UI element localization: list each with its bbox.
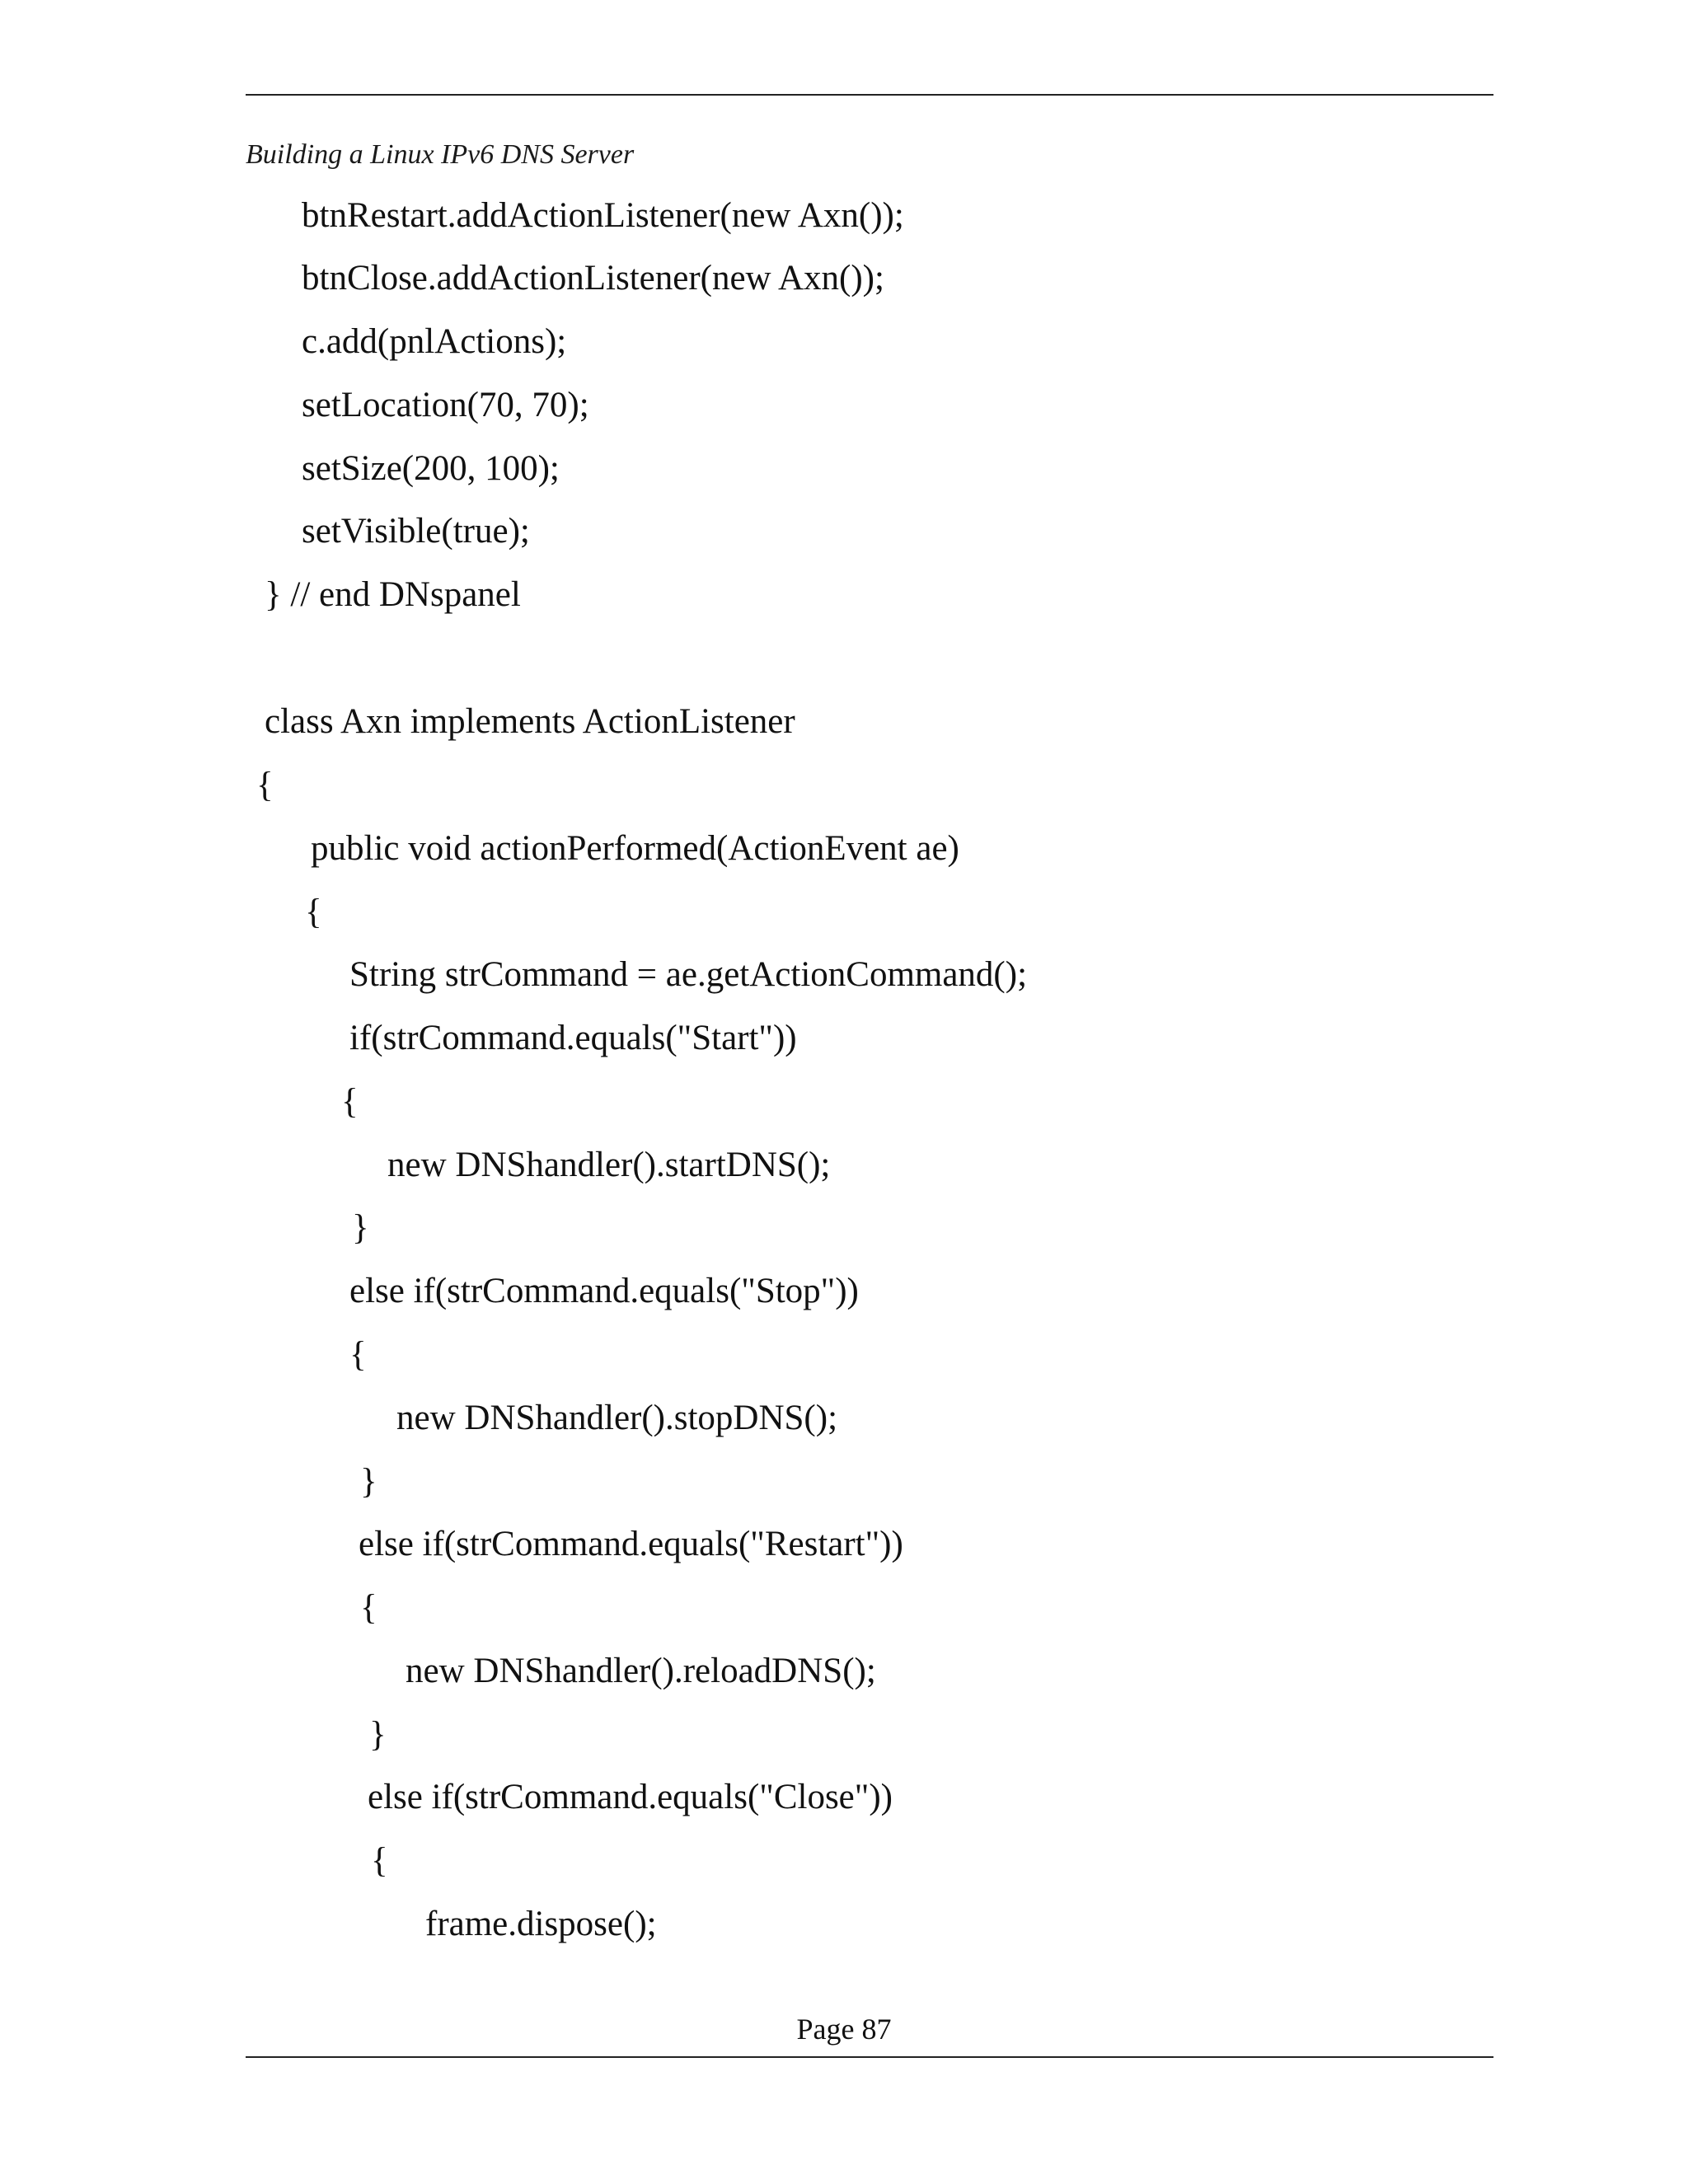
- code-line: btnRestart.addActionListener(new Axn());: [302, 196, 904, 235]
- footer-rule: [246, 2056, 1493, 2058]
- code-line: class Axn implements ActionListener: [265, 702, 795, 741]
- running-header: Building a Linux IPv6 DNS Server: [246, 139, 635, 170]
- code-line: else if(strCommand.equals("Restart")): [359, 1525, 903, 1563]
- code-line: {: [256, 766, 274, 804]
- page-number: Page 87: [796, 2013, 892, 2046]
- code-line: new DNShandler().startDNS();: [387, 1146, 831, 1184]
- code-line: {: [341, 1082, 359, 1121]
- code-line: {: [349, 1335, 367, 1374]
- code-line: {: [371, 1841, 388, 1880]
- code-line: setVisible(true);: [302, 512, 530, 551]
- code-line: new DNShandler().stopDNS();: [396, 1399, 838, 1437]
- code-line: frame.dispose();: [425, 1905, 657, 1943]
- code-line: }: [360, 1462, 377, 1501]
- code-line: if(strCommand.equals("Start")): [349, 1019, 797, 1057]
- code-line: }: [369, 1715, 387, 1754]
- code-line: setSize(200, 100);: [302, 449, 560, 488]
- code-line: else if(strCommand.equals("Close")): [368, 1778, 893, 1816]
- code-line: c.add(pnlActions);: [302, 322, 567, 361]
- code-line: else if(strCommand.equals("Stop")): [349, 1272, 859, 1310]
- code-line: {: [360, 1588, 377, 1627]
- code-line: }: [352, 1208, 369, 1247]
- code-line: String strCommand = ae.getActionCommand();: [349, 955, 1028, 994]
- code-line: } // end DNspanel: [265, 575, 521, 614]
- code-line: setLocation(70, 70);: [302, 386, 589, 424]
- code-line: {: [305, 893, 322, 931]
- header-rule: [246, 94, 1493, 96]
- code-line: btnClose.addActionListener(new Axn());: [302, 259, 884, 298]
- code-line: public void actionPerformed(ActionEvent ae): [311, 829, 959, 868]
- code-line: new DNShandler().reloadDNS();: [406, 1652, 876, 1690]
